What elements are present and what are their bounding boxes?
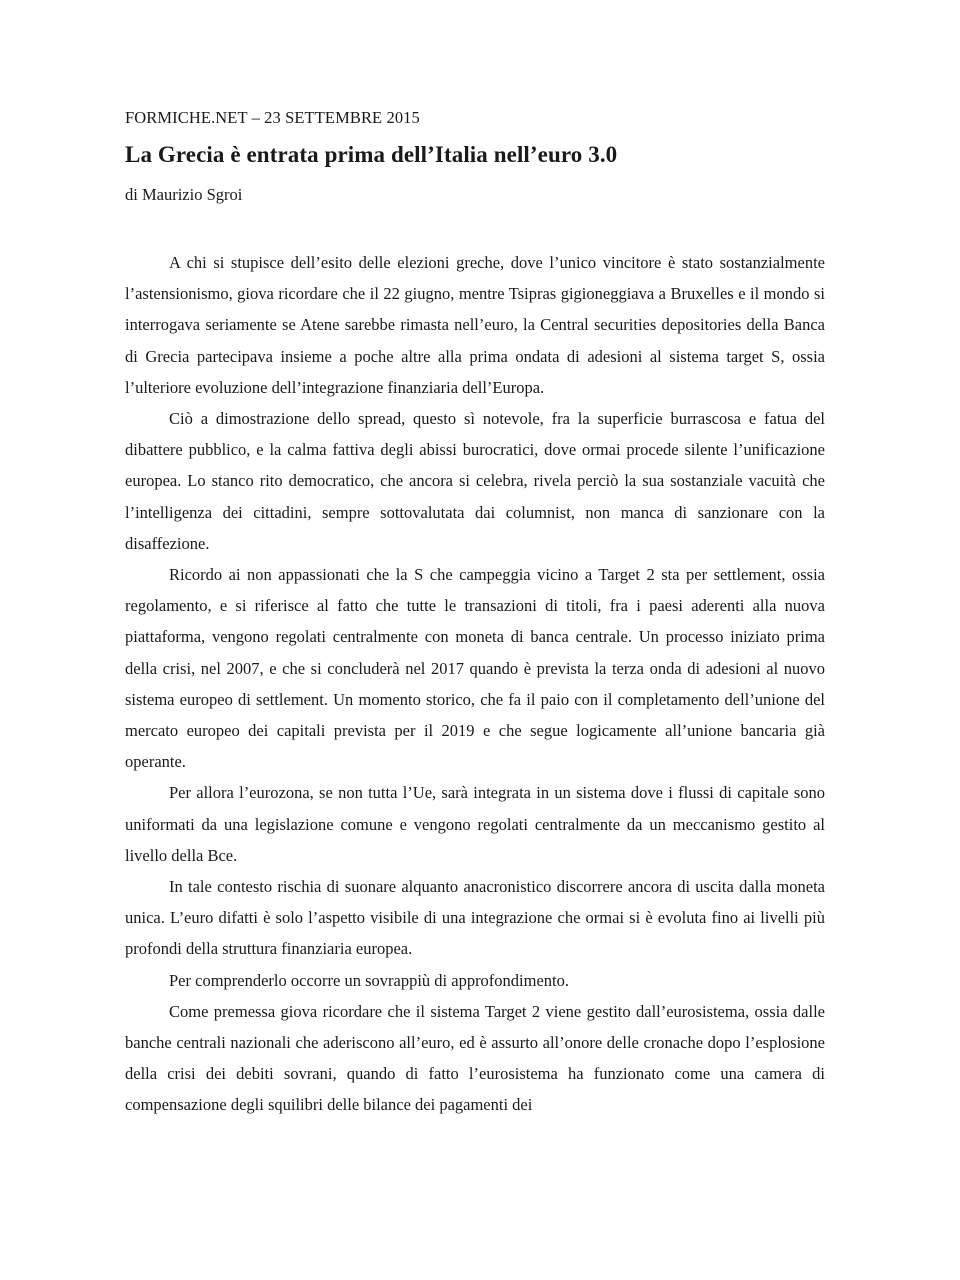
paragraph: Ciò a dimostrazione dello spread, questo sì notevole, fra la superficie burrascosa e fatua del dibattere pubblico, e la calma fattiva degli abissi burocratici, dove ormai procede silente l’unificazione europea. Lo stanco rito democratico, che ancora si celebra, rivela perciò la sua sostanziale vacuità che l’intelligenza dei cittadini, sempre sottovalutata dai columnist, non manca di sanzionare con la disaffezione. <box>125 409 825 553</box>
document-page <box>125 104 825 1121</box>
paragraph: Come premessa giova ricordare che il sistema Target 2 viene gestito dall’eurosistema, ossia dalle banche centrali nazionali che aderiscono all’euro, ed è assurto all’onore delle cronache dopo l’esplosione della crisi dei debiti sovrani, quando di fatto l’eurosistema ha funzionato come una camera di compensazione degli squilibri delle bilance dei pagamenti dei <box>125 1001 825 1115</box>
article-title: La Grecia è entrata prima dell’Italia nell’euro 3.0 <box>125 142 618 167</box>
paragraph: Per comprenderlo occorre un sovrappiù di approfondimento. <box>169 970 570 990</box>
paragraph: Per allora l’eurozona, se non tutta l’Ue, sarà integrata in un sistema dove i flussi di capitale sono uniformati da una legislazione comune e vengono regolati centralmente da un meccanismo gestito al livello della Bce. <box>125 783 825 865</box>
source-line: FORMICHE.NET – 23 SETTEMBRE 2015 <box>125 108 420 127</box>
article-body <box>125 247 825 1121</box>
byline: di Maurizio Sgroi <box>125 185 243 204</box>
paragraph: Ricordo ai non appassionati che la S che campeggia vicino a Target 2 sta per settlement, ossia regolamento, e si riferisce al fatto che tutte le transazioni di titoli, fra i paesi aderenti alla nuova piattaforma, vengono regolati centralmente con moneta di banca centrale. Un processo iniziato prima della crisi, nel 2007, e che si concluderà nel 2017 quando è prevista la terza onda di adesioni al nuovo sistema europeo di settlement. Un momento storico, che fa il paio con il completamento dell’unione del mercato europeo dei capitali prevista per il 2019 e che segue logicamente all’unione bancaria già operante. <box>125 565 825 772</box>
paragraph: In tale contesto rischia di suonare alquanto anacronistico discorrere ancora di uscita dalla moneta unica. L’euro difatti è solo l’aspetto visibile di una integrazione che ormai si è evoluta fino ai livelli più profondi della struttura finanziaria europea. <box>125 877 825 959</box>
paragraph: A chi si stupisce dell’esito delle elezioni greche, dove l’unico vincitore è stato sostanzialmente l’astensionismo, giova ricordare che il 22 giugno, mentre Tsipras gigioneggiava a Bruxelles e il mondo si interrogava seriamente se Atene sarebbe rimasta nell’euro, la Central securities depositories della Banca di Grecia partecipava insieme a poche altre alla prima ondata di adesioni al sistema target S, ossia l’ulteriore evoluzione dell’integrazione finanziaria dell’Europa. <box>125 253 825 397</box>
